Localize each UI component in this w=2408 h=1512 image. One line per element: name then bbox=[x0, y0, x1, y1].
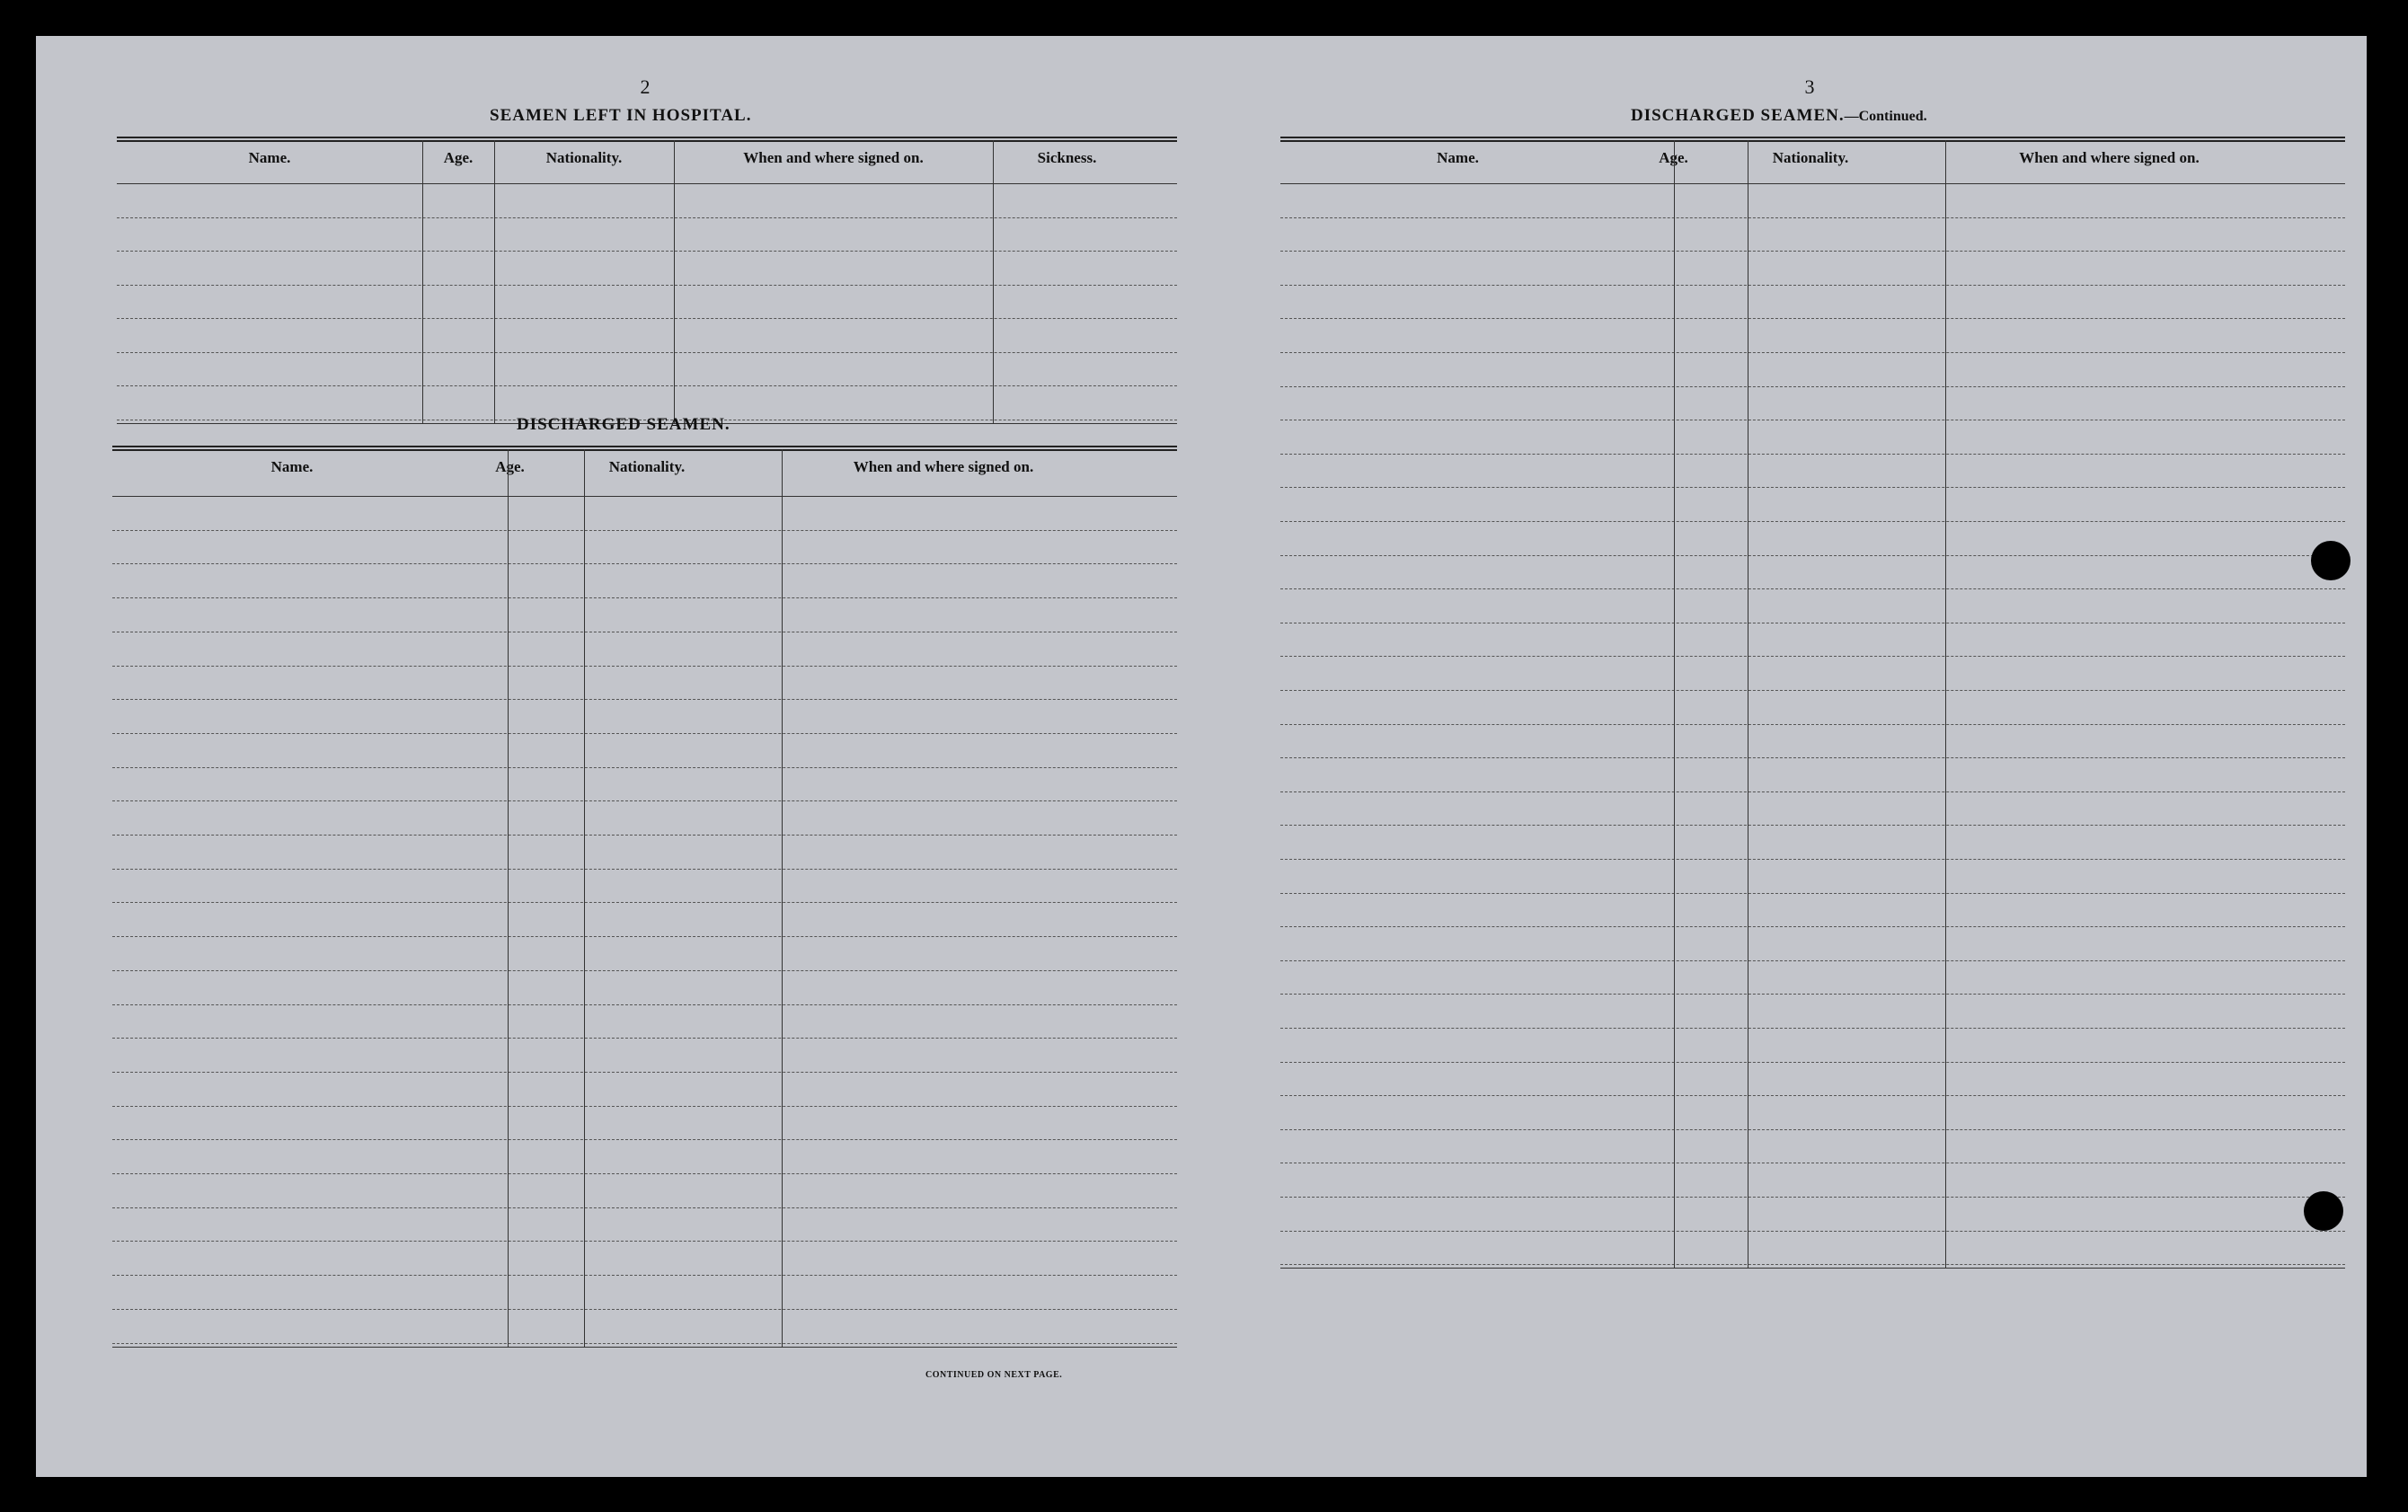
top-rule bbox=[1280, 140, 2345, 142]
row-rule bbox=[1280, 791, 2345, 792]
discharged-continued-title bbox=[1631, 106, 1927, 126]
row-rule bbox=[1280, 386, 2345, 387]
column-header-name: Name. bbox=[1437, 149, 1479, 166]
discharged-section-title: DISCHARGED SEAMEN. bbox=[517, 415, 730, 434]
row-rule bbox=[1280, 757, 2345, 758]
column-header-name: Name. bbox=[248, 149, 291, 166]
row-rule bbox=[1280, 217, 2345, 218]
column-rule bbox=[993, 140, 994, 423]
top-rule bbox=[112, 449, 1177, 451]
row-rule bbox=[112, 835, 1177, 836]
row-rule bbox=[1280, 926, 2345, 927]
column-header-name: Name. bbox=[270, 458, 314, 475]
column-header-age: Age. bbox=[495, 458, 525, 475]
row-rule bbox=[112, 530, 1177, 531]
column-header-age: Age. bbox=[1659, 149, 1688, 166]
row-rule bbox=[112, 563, 1177, 564]
row-rule bbox=[117, 217, 1177, 218]
row-rule bbox=[1280, 285, 2345, 286]
row-rule bbox=[1280, 1264, 2345, 1265]
row-rule bbox=[1280, 521, 2345, 522]
left-page-number: 2 bbox=[640, 75, 651, 98]
row-rule bbox=[117, 285, 1177, 286]
row-rule bbox=[112, 1241, 1177, 1242]
row-rule bbox=[1280, 1129, 2345, 1130]
row-rule bbox=[112, 597, 1177, 598]
row-rule bbox=[1280, 1231, 2345, 1232]
column-header-signed-on: When and where signed on. bbox=[853, 458, 1034, 475]
row-rule bbox=[112, 1004, 1177, 1005]
column-rule bbox=[508, 449, 509, 1347]
column-header-signed-on: When and where signed on. bbox=[2019, 149, 2200, 166]
row-rule bbox=[117, 352, 1177, 353]
row-rule bbox=[1280, 555, 2345, 556]
row-rule bbox=[112, 1275, 1177, 1276]
row-rule bbox=[1280, 859, 2345, 860]
column-rule bbox=[674, 140, 675, 423]
row-rule bbox=[1280, 454, 2345, 455]
column-header-nationality: Nationality. bbox=[1772, 149, 1849, 166]
top-rule bbox=[117, 137, 1177, 138]
punch-hole bbox=[2304, 1191, 2343, 1231]
column-rule bbox=[1674, 140, 1675, 1268]
row-rule bbox=[1280, 724, 2345, 725]
column-rule bbox=[494, 140, 495, 423]
row-rule bbox=[112, 800, 1177, 801]
row-rule bbox=[1280, 994, 2345, 995]
row-rule bbox=[1280, 588, 2345, 589]
row-rule bbox=[117, 251, 1177, 252]
row-rule bbox=[112, 902, 1177, 903]
row-rule bbox=[1280, 1095, 2345, 1096]
right-page-number: 3 bbox=[1804, 75, 1815, 98]
row-rule bbox=[112, 1309, 1177, 1310]
row-rule bbox=[1280, 893, 2345, 894]
row-rule bbox=[1280, 1197, 2345, 1198]
column-rule bbox=[584, 449, 585, 1347]
row-rule bbox=[112, 1343, 1177, 1344]
row-rule bbox=[112, 936, 1177, 937]
column-rule bbox=[1945, 140, 1946, 1268]
column-header-sickness: Sickness. bbox=[1037, 149, 1097, 166]
row-rule bbox=[112, 666, 1177, 667]
column-rule bbox=[422, 140, 423, 423]
top-rule bbox=[117, 140, 1177, 142]
discharged-continued-suffix: —Continued. bbox=[1844, 109, 1927, 124]
column-header-nationality: Nationality. bbox=[545, 149, 623, 166]
row-rule bbox=[112, 767, 1177, 768]
row-rule bbox=[1280, 1062, 2345, 1063]
row-rule bbox=[112, 1072, 1177, 1073]
discharged-continued-table bbox=[1280, 137, 2345, 1394]
row-rule bbox=[112, 1038, 1177, 1039]
row-rule bbox=[112, 1139, 1177, 1140]
row-rule bbox=[112, 1106, 1177, 1107]
form-sheet bbox=[36, 36, 2367, 1477]
row-rule bbox=[112, 733, 1177, 734]
row-rule bbox=[112, 970, 1177, 971]
punch-hole bbox=[2311, 541, 2350, 580]
row-rule bbox=[1280, 690, 2345, 691]
column-header-age: Age. bbox=[443, 149, 474, 166]
column-rule bbox=[782, 449, 783, 1347]
row-rule bbox=[117, 385, 1177, 386]
row-rule bbox=[1280, 1028, 2345, 1029]
column-header-nationality: Nationality. bbox=[608, 458, 686, 475]
continued-footnote: CONTINUED ON NEXT PAGE. bbox=[925, 1370, 1063, 1380]
bottom-rule bbox=[1280, 1268, 2345, 1269]
row-rule bbox=[112, 1173, 1177, 1174]
row-rule bbox=[1280, 825, 2345, 826]
hospital-section-title: SEAMEN LEFT IN HOSPITAL. bbox=[490, 106, 752, 125]
top-rule bbox=[1280, 137, 2345, 138]
row-rule bbox=[1280, 960, 2345, 961]
discharged-table bbox=[112, 446, 1177, 1398]
discharged-continued-title-main: DISCHARGED SEAMEN. bbox=[1631, 106, 1845, 125]
header-rule bbox=[112, 496, 1177, 497]
row-rule bbox=[1280, 656, 2345, 657]
row-rule bbox=[117, 318, 1177, 319]
column-header-signed-on: When and where signed on. bbox=[743, 149, 924, 166]
row-rule bbox=[1280, 487, 2345, 488]
hospital-table bbox=[117, 137, 1177, 442]
row-rule bbox=[112, 699, 1177, 700]
header-rule bbox=[117, 183, 1177, 184]
top-rule bbox=[112, 446, 1177, 447]
row-rule bbox=[1280, 251, 2345, 252]
row-rule bbox=[1280, 352, 2345, 353]
row-rule bbox=[1280, 318, 2345, 319]
row-rule bbox=[112, 869, 1177, 870]
header-rule bbox=[1280, 183, 2345, 184]
bottom-rule bbox=[112, 1347, 1177, 1348]
row-rule bbox=[112, 1207, 1177, 1208]
